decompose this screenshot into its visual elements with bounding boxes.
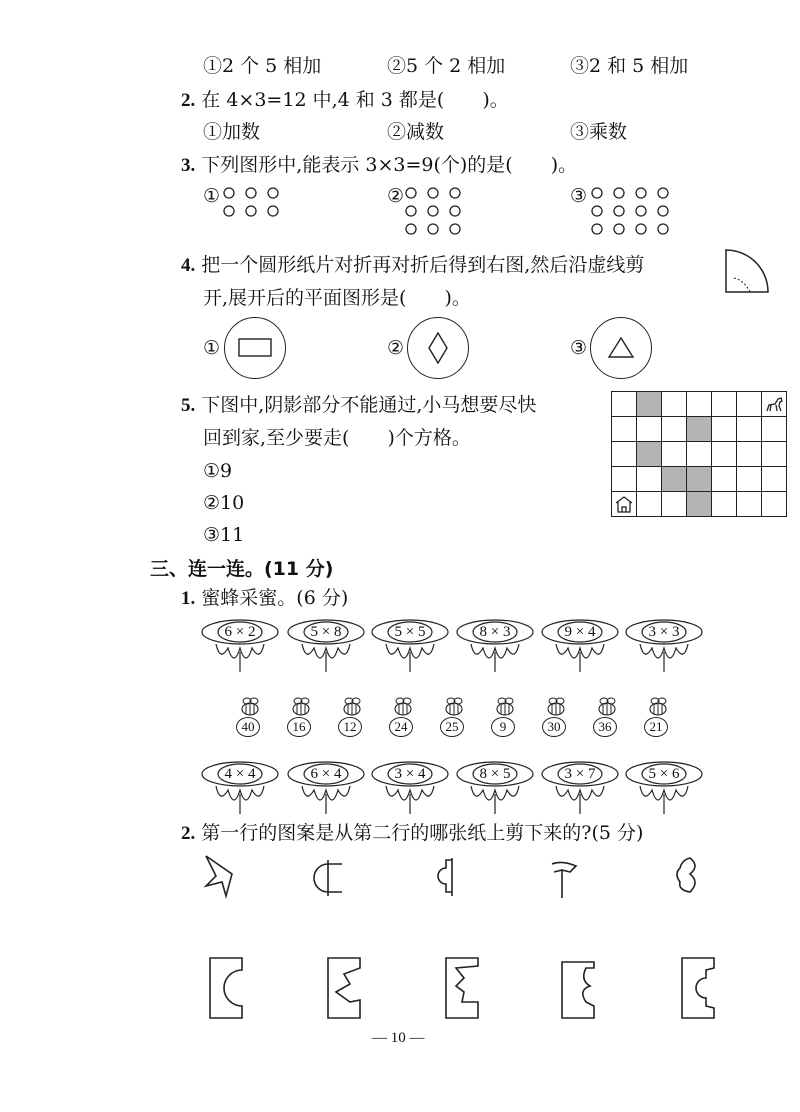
grid-cell: [612, 392, 637, 417]
grid-cell: [762, 442, 787, 467]
rectangle-icon: [238, 338, 272, 358]
flower-label: 9 × 4: [564, 624, 596, 640]
bee-icon: [646, 697, 672, 719]
flower[interactable]: [286, 760, 366, 816]
flower[interactable]: [540, 618, 620, 674]
q2-option-1: ①加数: [203, 121, 261, 143]
grid-cell: [712, 442, 737, 467]
q5-text-1: 下图中,阴影部分不能通过,小马想要尽快: [201, 394, 537, 416]
grid-cell: [637, 467, 662, 492]
flower-label: 5 × 8: [310, 624, 342, 640]
q2-stem: [181, 88, 509, 113]
bee[interactable]: [387, 697, 417, 737]
flower[interactable]: [286, 618, 366, 674]
grid-cell: [762, 467, 787, 492]
q3-stem: [181, 153, 577, 178]
q2-number: 2.: [181, 90, 196, 111]
house-icon: [614, 494, 634, 514]
grid-cell: [762, 492, 787, 517]
flower-label: 3 × 7: [564, 766, 596, 782]
bee-number: 12: [338, 717, 362, 737]
flower[interactable]: [624, 760, 704, 816]
grid-cell: [712, 417, 737, 442]
folded-circle-figure: [724, 248, 770, 294]
cut-shape-arrow[interactable]: [202, 852, 238, 898]
sub2-text: 第一行的图案是从第二行的哪张纸上剪下来的?(5 分): [201, 822, 644, 844]
grid-cell: [737, 467, 762, 492]
grid-cell: [662, 417, 687, 442]
q2-option-2: ②减数: [387, 121, 445, 143]
q4-stem-line1: [181, 253, 644, 278]
grid-cell: [737, 392, 762, 417]
q4-number: 4.: [181, 255, 196, 276]
bee-number: 40: [236, 717, 260, 737]
flower-label: 5 × 5: [394, 624, 426, 640]
grid-cell: [737, 417, 762, 442]
cut-shape-flag[interactable]: [548, 858, 580, 900]
bee-number: 36: [593, 717, 617, 737]
grid-cell: [737, 492, 762, 517]
page-number: — 10 —: [372, 1030, 425, 1046]
bee[interactable]: [336, 697, 366, 737]
bee-icon: [544, 697, 570, 719]
q5-option-3: ③11: [203, 524, 245, 546]
bee-icon: [238, 697, 264, 719]
section-3-title: 三、连一连。(11 分): [150, 558, 334, 580]
bee-number: 30: [542, 717, 566, 737]
q3-mark-3: ③: [570, 185, 588, 207]
bee-number: 16: [287, 717, 311, 737]
grid-cell: [662, 492, 687, 517]
bee[interactable]: [540, 697, 570, 737]
bee-icon: [340, 697, 366, 719]
grid-cell: [612, 467, 637, 492]
cut-shape-bump[interactable]: [436, 856, 460, 898]
grid-cell: [712, 492, 737, 517]
q3-dots-1: [222, 186, 292, 220]
grid-cell: [687, 442, 712, 467]
q3-text: 下列图形中,能表示 3×3=9(个)的是( )。: [201, 154, 578, 176]
cut-shape-half-circle[interactable]: [318, 858, 346, 898]
q1-option-2: ②5 个 2 相加: [387, 55, 506, 77]
flower-label: 6 × 4: [310, 766, 342, 782]
grid-cell-shaded: [687, 417, 712, 442]
flower[interactable]: [540, 760, 620, 816]
q3-dots-2: [404, 186, 474, 238]
bee[interactable]: [438, 697, 468, 737]
triangle-icon: [607, 336, 635, 360]
grid-cell: [637, 417, 662, 442]
q5-stem-line1: [181, 393, 536, 418]
sub2-number: 2.: [181, 823, 196, 844]
q1-option-1: ①2 个 5 相加: [203, 55, 322, 77]
paper-1[interactable]: [208, 956, 244, 1020]
bee-number: 9: [491, 717, 515, 737]
flower-label: 8 × 5: [479, 766, 511, 782]
bee-number: 21: [644, 717, 668, 737]
q2-text: 在 4×3=12 中,4 和 3 都是( )。: [201, 89, 509, 111]
flower[interactable]: [624, 618, 704, 674]
grid-cell: [637, 492, 662, 517]
bee[interactable]: [285, 697, 315, 737]
q4-text-1: 把一个圆形纸片对折再对折后得到右图,然后沿虚线剪: [201, 254, 645, 276]
grid-cell: [662, 442, 687, 467]
flower[interactable]: [200, 618, 280, 674]
grid-cell: [612, 417, 637, 442]
grid-cell-house: [612, 492, 637, 517]
bee-icon: [595, 697, 621, 719]
horse-icon: [764, 394, 784, 414]
grid-cell-shaded: [662, 467, 687, 492]
bee-icon: [289, 697, 315, 719]
bee[interactable]: [234, 697, 264, 737]
flower-label: 5 × 6: [648, 766, 680, 782]
q4-mark-3: ③: [570, 337, 588, 359]
q5-stem-line2: 回到家,至少要走( )个方格。: [203, 427, 471, 449]
q3-mark-1: ①: [203, 185, 221, 207]
bee[interactable]: [489, 697, 519, 737]
sub1-text: 蜜蜂采蜜。(6 分): [201, 587, 349, 609]
cut-shape-leaf[interactable]: [672, 856, 702, 896]
flower-label: 8 × 3: [479, 624, 511, 640]
grid-cell: [712, 467, 737, 492]
q5-option-2: ②10: [203, 492, 245, 514]
bee-icon: [442, 697, 468, 719]
bee-number: 24: [389, 717, 413, 737]
q2-option-3: ③乘数: [570, 121, 628, 143]
bee-number: 25: [440, 717, 464, 737]
q5-option-1: ①9: [203, 460, 233, 482]
grid-cell: [762, 417, 787, 442]
paper-4[interactable]: [560, 960, 596, 1020]
sub1-title: [181, 586, 348, 611]
flower-label: 3 × 3: [648, 624, 680, 640]
paper-2[interactable]: [326, 956, 362, 1020]
flower-label: 4 × 4: [224, 766, 256, 782]
diamond-icon: [427, 332, 449, 364]
flower[interactable]: [370, 618, 450, 674]
q1-option-3: ③2 和 5 相加: [570, 55, 689, 77]
bee[interactable]: [591, 697, 621, 737]
grid-cell: [612, 442, 637, 467]
q3-dots-3: [590, 186, 680, 238]
grid-cell-shaded: [687, 467, 712, 492]
grid-cell-shaded: [637, 392, 662, 417]
sub2-title: [181, 821, 643, 846]
q4-stem-line2: 开,展开后的平面图形是( )。: [203, 287, 471, 309]
flower[interactable]: [200, 760, 280, 816]
maze-grid: [611, 391, 787, 517]
paper-3[interactable]: [444, 956, 480, 1020]
bee[interactable]: [642, 697, 672, 737]
flower[interactable]: [455, 618, 535, 674]
q3-mark-2: ②: [387, 185, 405, 207]
q3-number: 3.: [181, 155, 196, 176]
grid-cell: [687, 392, 712, 417]
grid-cell-shaded: [637, 442, 662, 467]
flower[interactable]: [455, 760, 535, 816]
q4-mark-1: ①: [203, 337, 221, 359]
sub1-number: 1.: [181, 588, 196, 609]
grid-cell: [712, 392, 737, 417]
grid-cell-shaded: [687, 492, 712, 517]
bee-icon: [493, 697, 519, 719]
q4-mark-2: ②: [387, 337, 405, 359]
paper-5[interactable]: [680, 956, 716, 1020]
q5-number: 5.: [181, 395, 196, 416]
grid-cell: [662, 392, 687, 417]
grid-cell-horse: [762, 392, 787, 417]
bee-icon: [391, 697, 417, 719]
grid-cell: [737, 442, 762, 467]
flower-label: 3 × 4: [394, 766, 426, 782]
flower-label: 6 × 2: [224, 624, 256, 640]
flower[interactable]: [370, 760, 450, 816]
